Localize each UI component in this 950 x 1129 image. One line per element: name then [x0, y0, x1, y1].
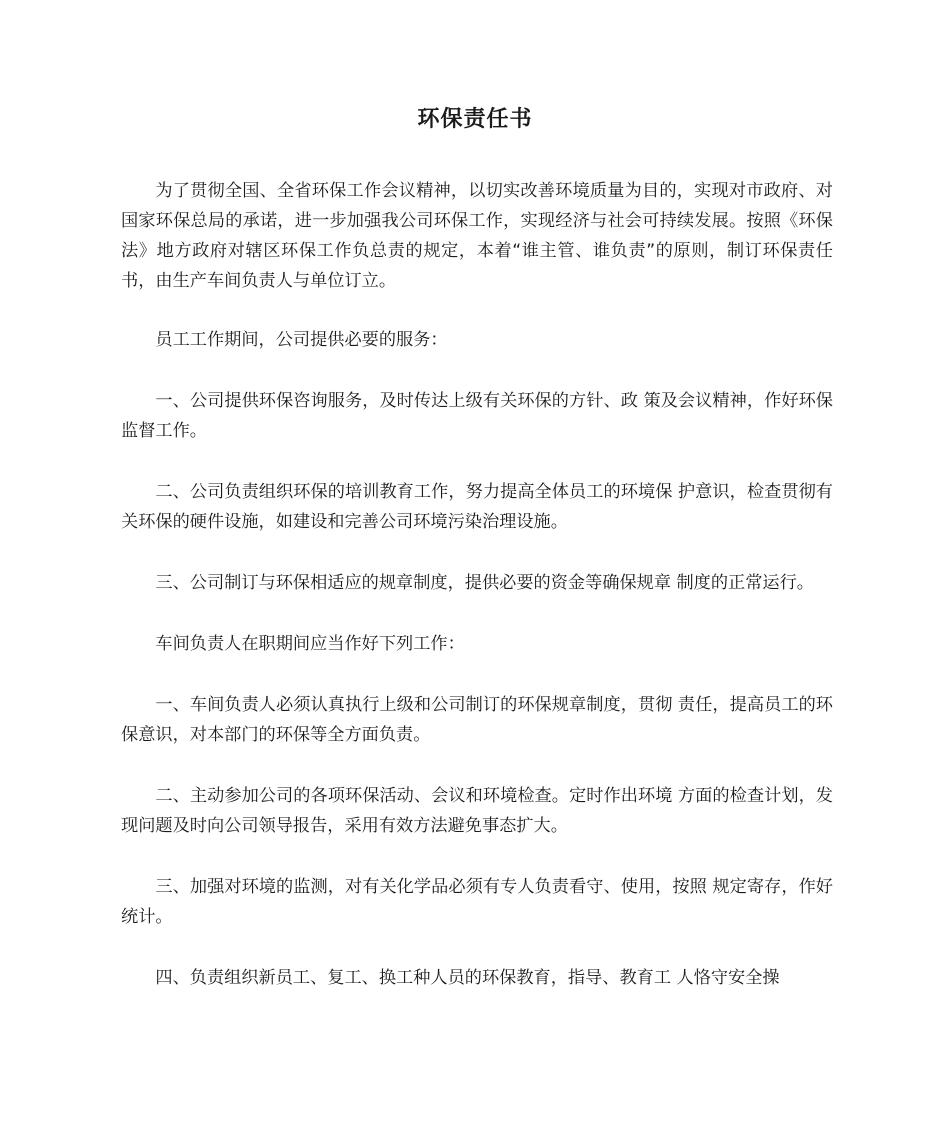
paragraph-workshop-item-2: 二、主动参加公司的各项环保活动、会议和环境检查。定时作出环境 方面的检查计划，发现问题及时向公司领导报告，采用有效方法避免事态扩大。 — [121, 786, 833, 836]
paragraph-company-item-3: 三、公司制订与环保相适应的规章制度，提供必要的资金等确保规章 制度的正常运行。 — [155, 573, 814, 593]
paragraph-workshop-duties-heading: 车间负责人在职期间应当作好下列工作： — [155, 634, 465, 654]
paragraph-workshop-item-1: 一、车间负责人必须认真执行上级和公司制订的环保规章制度，贯彻 责任，提高员工的环保意识，对本部门的环保等全方面负责。 — [121, 695, 833, 745]
paragraph-intro: 为了贯彻全国、全省环保工作会议精神，以切实改善环境质量为目的，实现对市政府、对国家环保总局的承诺，进一步加强我公司环保工作，实现经济与社会可持续发展。按照《环保法》地方政府对辖区环保工作负总责的规定，本着“谁主管、谁负责”的原则，制订环保责任书，由生产车间负责人与单位订立。 — [121, 181, 833, 291]
document-body — [121, 176, 833, 1024]
paragraph-company-services-heading: 员工工作期间，公司提供必要的服务： — [155, 330, 448, 350]
paragraph-workshop-item-4: 四、负责组织新员工、复工、换工种人员的环保教育，指导、教育工 人恪守安全操 — [155, 968, 780, 988]
document-title: 环保责任书 — [417, 107, 533, 132]
paragraph-workshop-item-3: 三、加强对环境的监测，对有关化学品必须有专人负责看守、使用，按照 规定寄存，作好统计。 — [121, 877, 833, 927]
paragraph-company-item-1: 一、公司提供环保咨询服务，及时传达上级有关环保的方针、政 策及会议精神，作好环保监督工作。 — [121, 391, 833, 441]
paragraph-company-item-2: 二、公司负责组织环保的培训教育工作，努力提高全体员工的环境保 护意识，检查贯彻有关环保的硬件设施，如建设和完善公司环境污染治理设施。 — [121, 482, 833, 532]
